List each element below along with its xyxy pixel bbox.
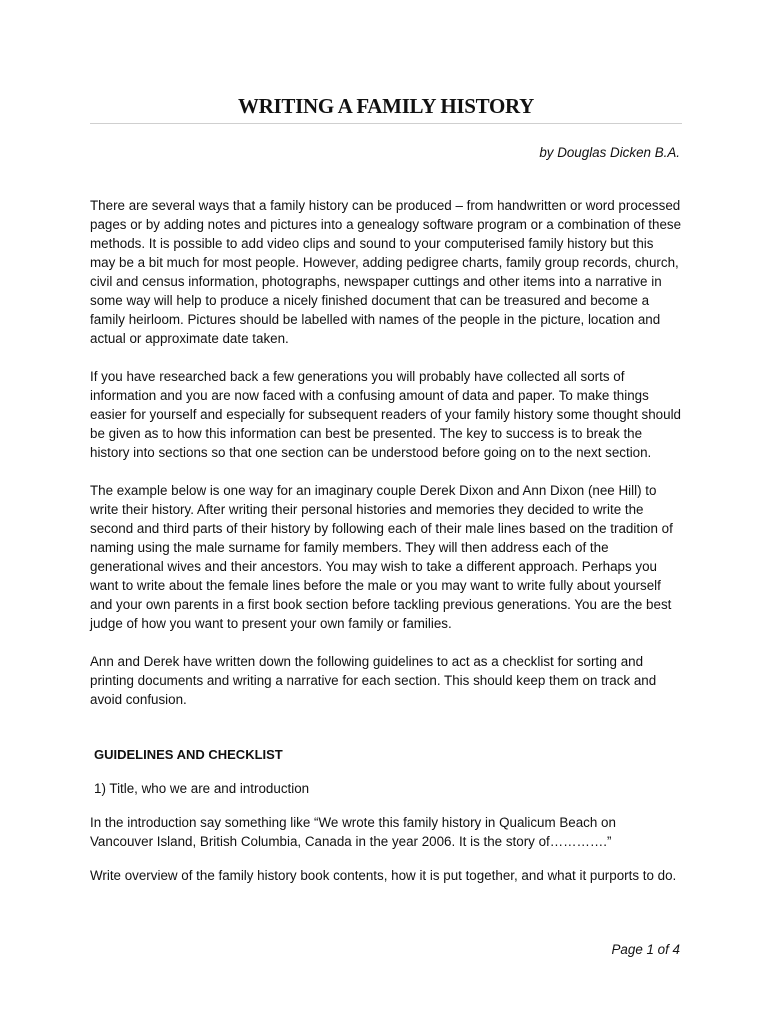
paragraph-introduction-sample: In the introduction say something like “We wrote this family history in Qualicum Beach on Vancouver Island, British Columbia, Canada in the year 2006. It is the story of………….” bbox=[90, 815, 616, 849]
paragraph-guidelines: Ann and Derek have written down the following guidelines to act as a checklist for sorting and printing documents and writing a narrative for each section. This should keep them on track and avoid confusion. bbox=[90, 654, 657, 707]
title-divider bbox=[90, 123, 682, 124]
paragraph-example: The example below is one way for an imaginary couple Derek Dixon and Ann Dixon (nee Hill) to write their history. After writing their personal histories and memories they decided to write the second and third parts of their history by following each of their male lines based on the tradition of naming using the male surname for family members. They will then address each of the generational wives and their ancestors. You may wish to take a different approach. Perhaps you want to write about the female lines before the male or you may want to write fully about yourself and your own parents in a first book section before tackling previous generations. You are the best judge of how you want to present your own family or families. bbox=[90, 483, 673, 631]
checklist-item-1: 1) Title, who we are and introduction bbox=[94, 781, 310, 796]
author-byline: by Douglas Dicken B.A. bbox=[539, 145, 680, 160]
paragraph-intro: There are several ways that a family history can be produced – from handwritten or word processed pages or by adding notes and pictures into a genealogy software program or a combination of these methods. It is possible to add video clips and sound to your computerised family history but this may be a bit much for most people. However, adding pedigree charts, family group records, church, civil and census information, photographs, newspaper cuttings and other items into a narrative in some way will help to produce a nicely finished document that can be treasured and become a family heirloom. Pictures should be labelled with names of the people in the picture, location and actual or approximate date taken. bbox=[90, 198, 682, 346]
document-body bbox=[90, 196, 682, 904]
page-number: Page 1 of 4 bbox=[611, 942, 680, 957]
document-title: WRITING A FAMILY HISTORY bbox=[237, 94, 535, 118]
paragraph-overview: Write overview of the family history book contents, how it is put together, and what it purports to do. bbox=[90, 868, 677, 883]
section-heading: GUIDELINES AND CHECKLIST bbox=[94, 747, 283, 762]
paragraph-research: If you have researched back a few generations you will probably have collected all sorts of information and you are now faced with a confusing amount of data and paper. To make things easier for yourself and especially for subsequent readers of your family history some thought should be given as to how this information can best be presented. The key to success is to break the history into sections so that one section can be understood before going on to the next section. bbox=[90, 369, 681, 460]
